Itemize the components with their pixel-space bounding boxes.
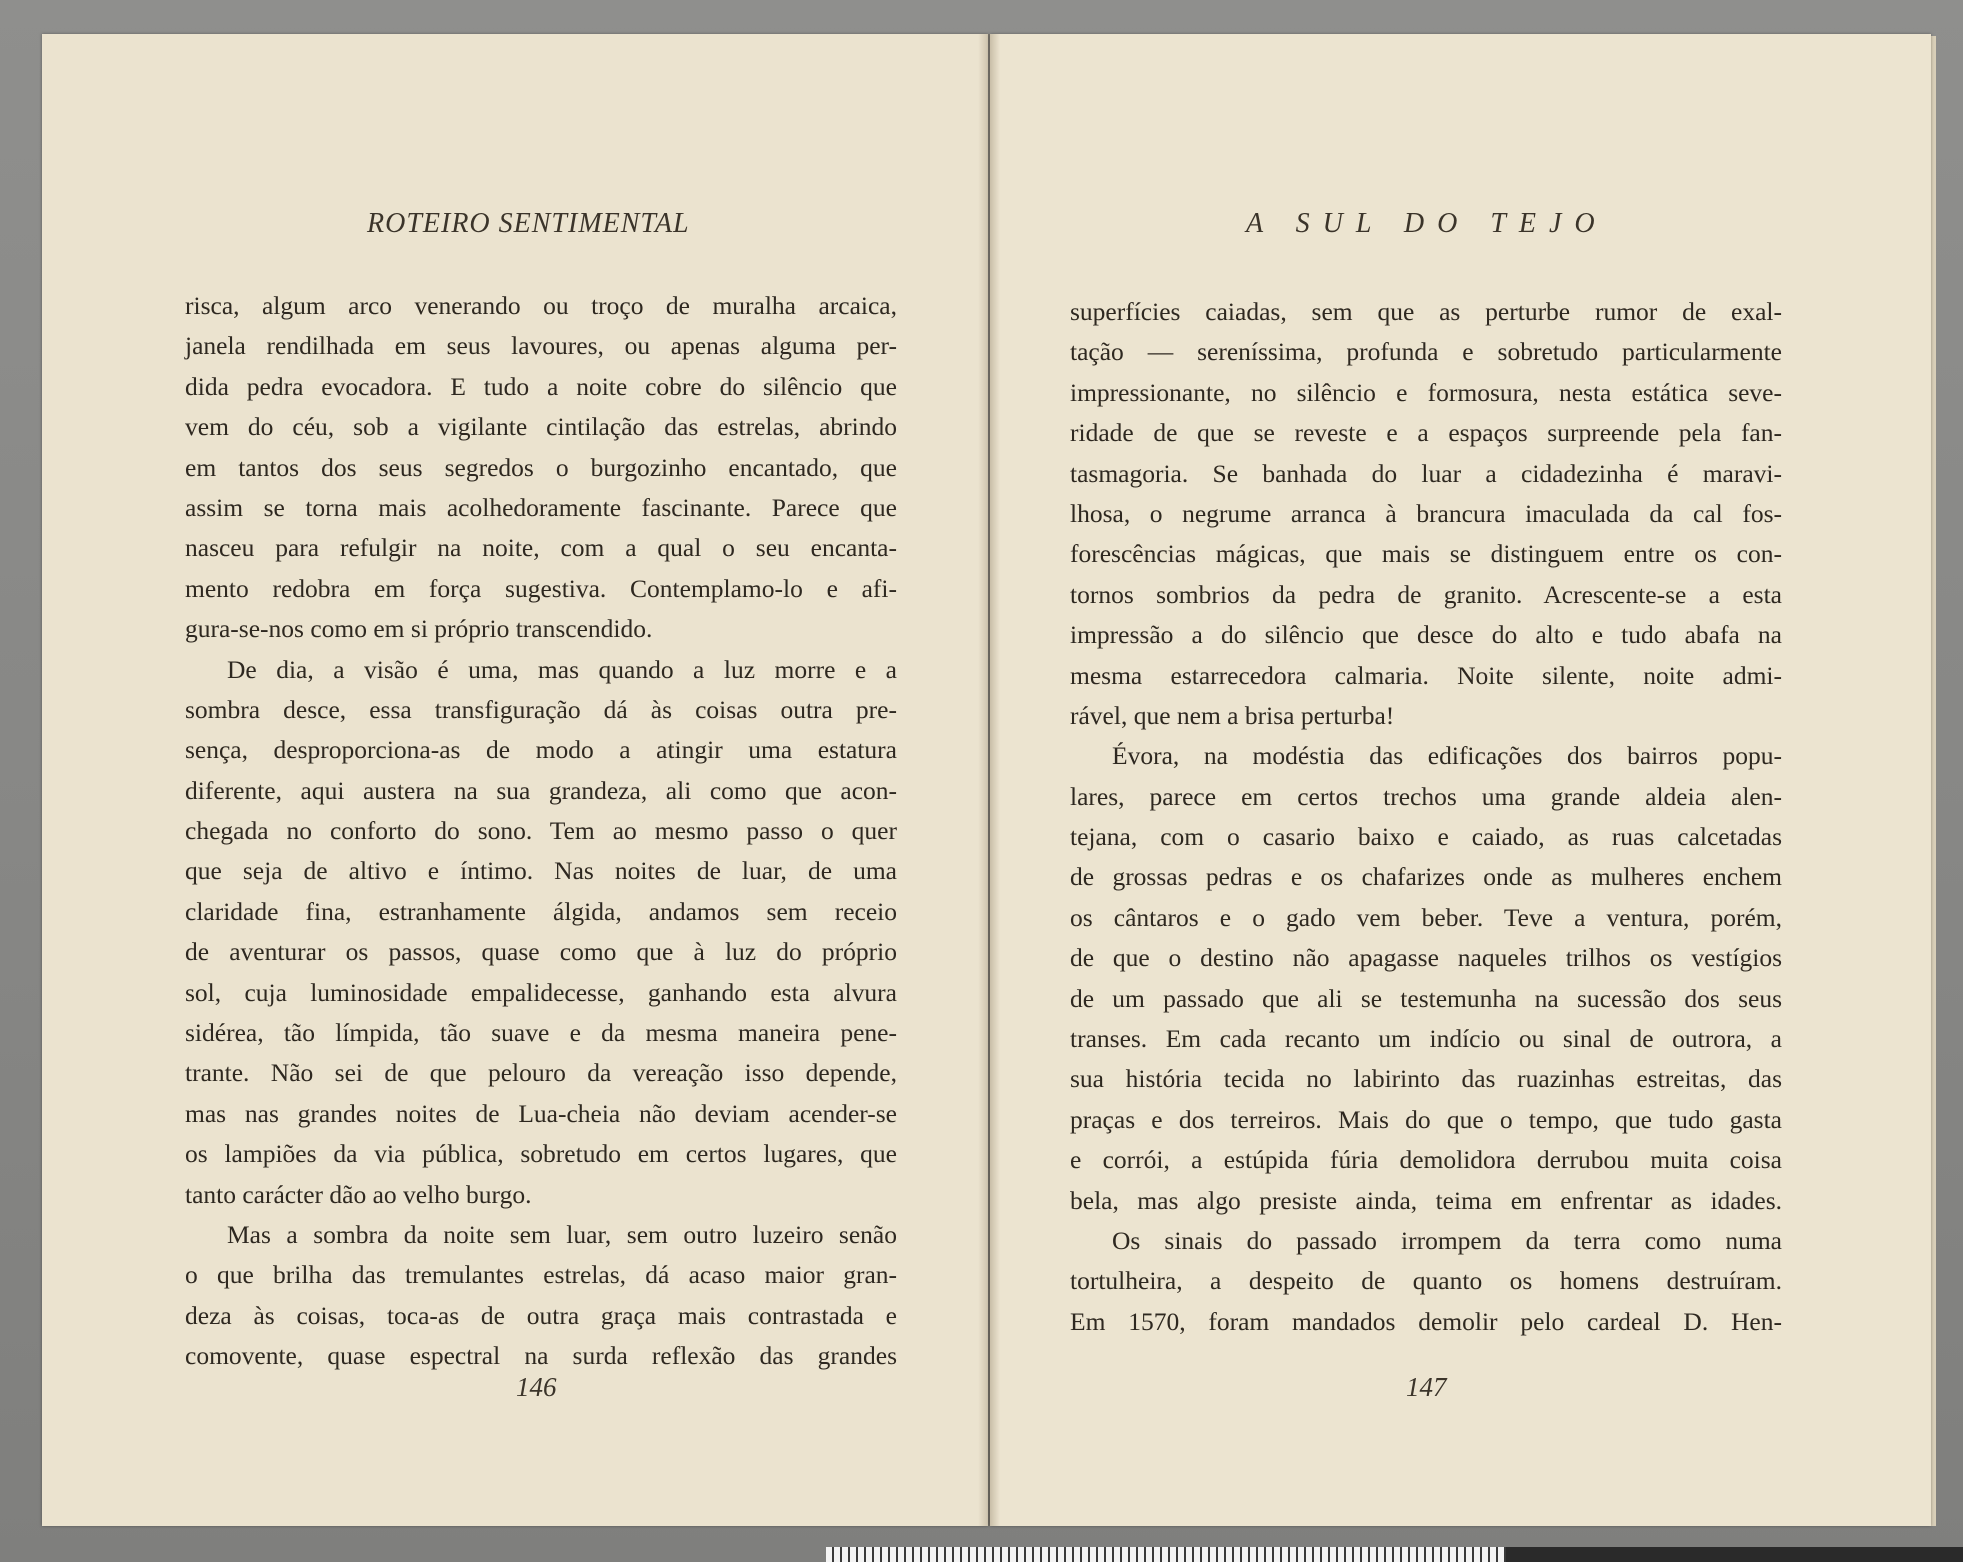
text-line: diferente, aqui austera na sua grandeza, ali como que acon-	[185, 775, 897, 805]
text-line: tação — sereníssima, profunda e sobretudo particularmente	[1070, 337, 1782, 367]
text-line: gura-se-nos como em si próprio transcendido.	[185, 614, 653, 644]
text-line: sombra desce, essa transfiguração dá às coisas outra pre-	[185, 694, 897, 724]
text-line: Mas a sombra da noite sem luar, sem outro luzeiro senão	[227, 1219, 897, 1249]
text-line: sua história tecida no labirinto das ruazinhas estreitas, das	[1070, 1064, 1782, 1094]
text-line: os cântaros e o gado vem beber. Teve a ventura, porém,	[1070, 902, 1782, 932]
text-line: e corrói, a estúpida fúria demolidora derrubou muita coisa	[1070, 1145, 1782, 1175]
text-line: De dia, a visão é uma, mas quando a luz morre e a	[227, 654, 897, 684]
text-line: trante. Não sei de que pelouro da vereação isso depende,	[185, 1058, 897, 1088]
text-line: comovente, quase espectral na surda reflexão das grandes	[185, 1341, 897, 1371]
text-line: assim se torna mais acolhedoramente fascinante. Parece que	[185, 492, 897, 522]
text-line: transes. Em cada recanto um indício ou sinal de outrora, a	[1070, 1024, 1782, 1054]
text-line: janela rendilhada em seus lavoures, ou apenas alguma per-	[185, 331, 897, 361]
text-line: nasceu para refulgir na noite, com a qual o seu encanta-	[185, 533, 897, 563]
text-line: lares, parece em certos trechos uma grande aldeia alen-	[1070, 781, 1782, 811]
text-line: risca, algum arco venerando ou troço de muralha arcaica,	[185, 291, 897, 320]
text-line: Em 1570, foram mandados demolir pelo cardeal D. Hen-	[1070, 1306, 1782, 1336]
text-line: de que o destino não apagasse naqueles trilhos os vestígios	[1070, 943, 1782, 973]
book-gutter	[978, 34, 1000, 1526]
text-line: lhosa, o negrume arranca à brancura imaculada da cal fos-	[1070, 498, 1782, 528]
right-page	[990, 34, 1931, 1526]
text-line: superfícies caiadas, sem que as perturbe rumor de exal-	[1070, 297, 1782, 326]
text-line: bela, mas algo presiste ainda, teima em enfrentar as idades.	[1070, 1185, 1782, 1215]
text-line: ridade de que se reveste e a espaços surpreende pela fan-	[1070, 418, 1782, 448]
text-line: tasmagoria. Se banhada do luar a cidadezinha é maravi-	[1070, 458, 1782, 488]
text-line: chegada no conforto do sono. Tem ao mesmo passo o quer	[185, 816, 897, 846]
text-line: deza às coisas, toca-as de outra graça mais contrastada e	[185, 1300, 897, 1330]
text-line: os lampiões da via pública, sobretudo em certos lugares, que	[185, 1139, 897, 1169]
text-line: tanto carácter dão ao velho burgo.	[185, 1179, 532, 1209]
text-line: Évora, na modéstia das edificações dos bairros popu-	[1112, 741, 1782, 771]
text-line: mas nas grandes noites de Lua-cheia não deviam acender-se	[185, 1098, 897, 1128]
page-number-left: 146	[516, 1372, 557, 1402]
text-line: de um passado que ali se testemunha na sucessão dos seus	[1070, 983, 1782, 1013]
text-line: em tantos dos seus segredos o burgozinho encantado, que	[185, 452, 897, 482]
left-page-body	[185, 286, 897, 1377]
text-line: rável, que nem a brisa perturba!	[1070, 700, 1395, 730]
text-line: mento redobra em força sugestiva. Contemplamo-lo e afi-	[185, 573, 897, 603]
text-line: forescências mágicas, que mais se distinguem entre os con-	[1070, 539, 1782, 569]
text-line: vem do céu, sob a vigilante cintilação das estrelas, abrindo	[185, 412, 897, 442]
text-line: que seja de altivo e íntimo. Nas noites de luar, de uma	[185, 856, 897, 886]
ruler-dark-segment	[1506, 1547, 1963, 1562]
text-line: sença, desproporciona-as de modo a atingir uma estatura	[185, 735, 897, 765]
text-line: tornos sombrios da pedra de granito. Acrescente-se a esta	[1070, 579, 1782, 609]
text-line: impressionante, no silêncio e formosura, nesta estática seve-	[1070, 377, 1782, 407]
left-page	[42, 34, 988, 1526]
running-head-left: ROTEIRO SENTIMENTAL	[367, 208, 690, 239]
text-line: mesma estarrecedora calmaria. Noite silente, noite admi-	[1070, 660, 1782, 690]
right-page-body	[1070, 292, 1782, 1342]
text-line: de aventurar os passos, quase como que à luz do próprio	[185, 937, 897, 967]
text-line: Os sinais do passado irrompem da terra como numa	[1112, 1225, 1782, 1255]
text-line: dida pedra evocadora. E tudo a noite cobre do silêncio que	[185, 371, 897, 401]
text-line: sidérea, tão límpida, tão suave e da mesma maneira pene-	[185, 1018, 897, 1048]
text-line: tejana, com o casario baixo e caiado, as ruas calcetadas	[1070, 822, 1782, 852]
running-head-right: A SUL DO TEJO	[1246, 208, 1608, 239]
text-line: impressão a do silêncio que desce do alto e tudo abafa na	[1070, 620, 1782, 650]
text-line: praças e dos terreiros. Mais do que o tempo, que tudo gasta	[1070, 1104, 1782, 1134]
page-number-right: 147	[1406, 1372, 1447, 1402]
text-line: o que brilha das tremulantes estrelas, dá acaso maior gran-	[185, 1260, 897, 1290]
text-line: de grossas pedras e os chafarizes onde as mulheres enchem	[1070, 862, 1782, 892]
text-line: claridade fina, estranhamente álgida, andamos sem receio	[185, 896, 897, 926]
text-line: tortulheira, a despeito de quanto os homens destruíram.	[1070, 1266, 1782, 1296]
text-line: sol, cuja luminosidade empalidecesse, ganhando esta alvura	[185, 977, 897, 1007]
scale-ruler	[826, 1547, 1963, 1562]
